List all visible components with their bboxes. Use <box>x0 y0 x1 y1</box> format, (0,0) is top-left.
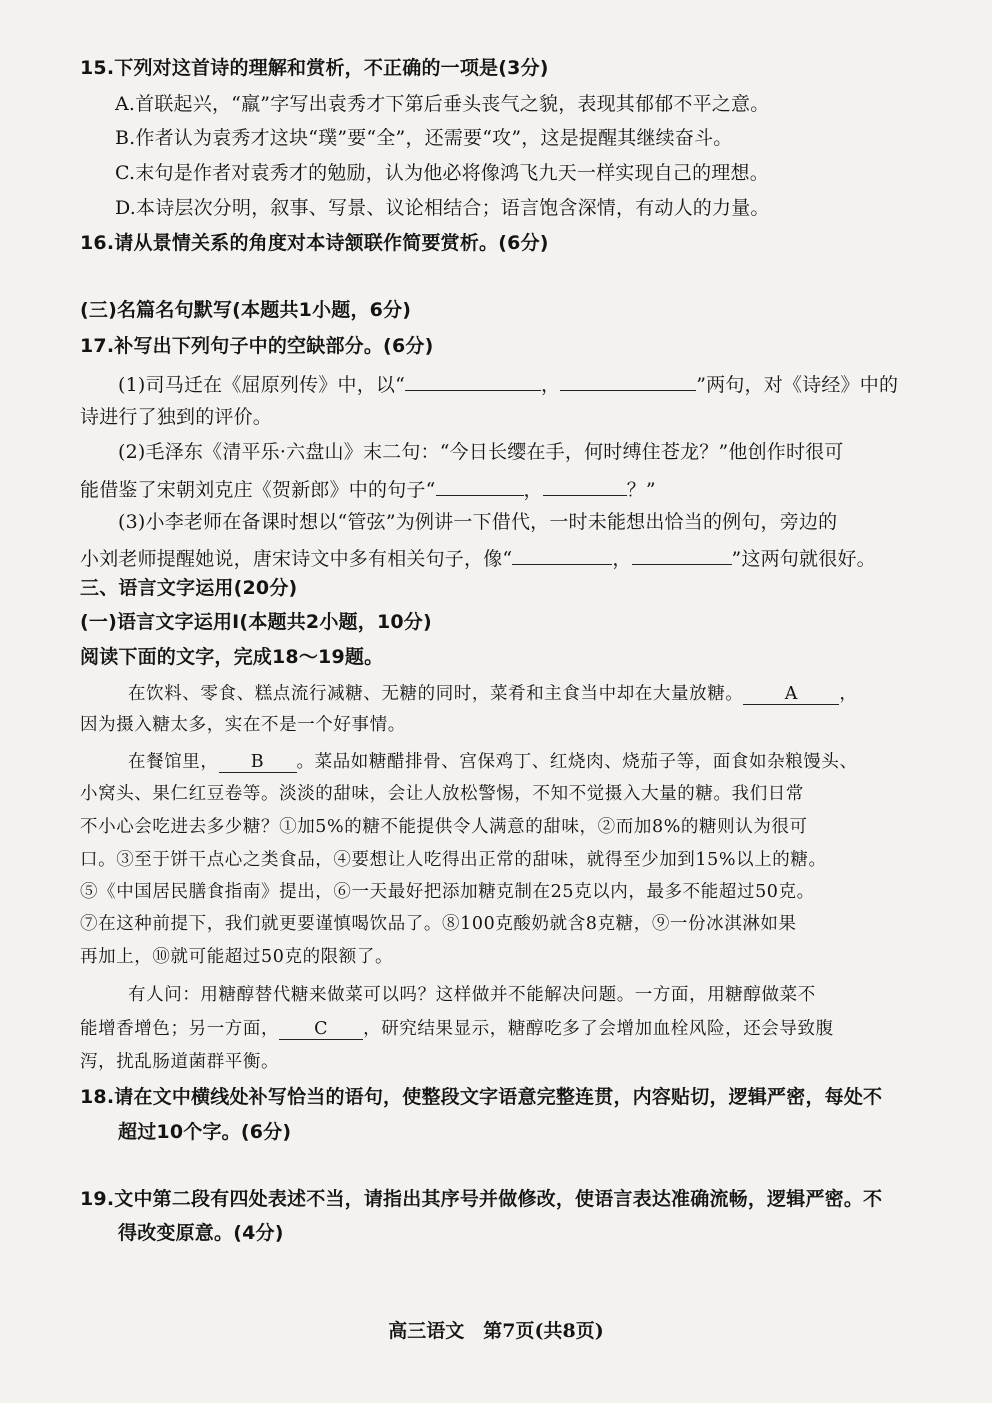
q17-item2-comma: ， <box>523 479 543 501</box>
q17-item-1 <box>118 370 898 397</box>
passage-p1-line1 <box>128 682 858 706</box>
question-17-stem: 17.补写出下列句子中的空缺部分。(6分) <box>80 335 434 357</box>
q15-option-a: A.首联起兴，“羸”字写出袁秀才下第后垂头丧气之貌，表现其郁郁不平之意。 <box>115 93 770 115</box>
section-1-title: (一)语言文字运用Ⅰ(本题共2小题，10分) <box>80 611 432 633</box>
q17-blank-1a[interactable] <box>405 370 541 391</box>
passage-p3-text-b: 能增香增色；另一方面， <box>80 1019 280 1039</box>
q17-item3-comma: ， <box>612 548 632 570</box>
q17-item1-comma: ， <box>541 374 561 396</box>
passage-blank-b-label: B <box>250 752 265 772</box>
section-3-3-title: (三)名篇名句默写(本题共1小题，6分) <box>80 299 412 321</box>
passage-blank-c-label: C <box>314 1019 329 1039</box>
passage-p2-line7: 再加上，⑩就可能超过50克的限额了。 <box>80 947 394 967</box>
q17-blank-3a[interactable] <box>512 544 612 565</box>
q15-option-b: B.作者认为袁秀才这块“璞”要“全”，还需要“攻”，这是提醒其继续奋斗。 <box>115 127 733 149</box>
passage-blank-b[interactable] <box>219 752 297 773</box>
q17-blank-2a[interactable] <box>436 475 524 496</box>
q17-item3-end: ”这两句就很好。 <box>731 548 876 570</box>
passage-blank-a[interactable] <box>743 684 839 705</box>
passage-p2-line1 <box>128 750 858 774</box>
passage-blank-a-label: A <box>784 684 799 704</box>
passage-p1-text-a: 在饮料、零食、糕点流行减糖、无糖的同时，菜肴和主食当中却在大量放糖。 <box>128 684 744 704</box>
passage-p3-line3: 泻，扰乱肠道菌群平衡。 <box>80 1052 280 1072</box>
reading-intro: 阅读下面的文字，完成18～19题。 <box>80 646 384 668</box>
q17-blank-2b[interactable] <box>543 475 627 496</box>
q15-option-d: D.本诗层次分明，叙事、写景、议论相结合；语言饱含深情，有动人的力量。 <box>115 197 770 219</box>
part-3-title: 三、语言文字运用(20分) <box>80 577 298 599</box>
passage-p3-text-b2: ，研究结果显示，糖醇吃多了会增加血栓风险，还会导致腹 <box>363 1019 834 1039</box>
q17-item2-end: ？” <box>626 479 656 501</box>
q17-item-1-cont: 诗进行了独到的评价。 <box>80 406 273 428</box>
q17-item1-text-b: ”两句，对《诗经》中的 <box>696 374 899 396</box>
passage-p2-text-a2: 。菜品如糖醋排骨、宫保鸡丁、红烧肉、烧茄子等，面食如杂粮馒头、 <box>296 752 858 772</box>
q17-item-2-cont <box>80 475 656 502</box>
q17-item-2: (2)毛泽东《清平乐·六盘山》末二句：“今日长缨在手，何时缚住苍龙？”他创作时很可 <box>118 441 844 463</box>
passage-p2-line6: ⑦在这种前提下，我们就更要谨慎喝饮品了。⑧100克酸奶就含8克糖，⑨一份冰淇淋如果 <box>80 914 797 934</box>
passage-p2-text-a: 在餐馆里， <box>128 752 219 772</box>
q17-blank-1b[interactable] <box>560 370 696 391</box>
question-15-stem: 15.下列对这首诗的理解和赏析，不正确的一项是(3分) <box>80 57 549 79</box>
passage-blank-c[interactable] <box>279 1019 363 1040</box>
passage-p1-line2: 因为摄入糖太多，实在不是一个好事情。 <box>80 715 406 735</box>
passage-p2-line4: 口。③至于饼干点心之类食品，④要想让人吃得出正常的甜味，就得至少加到15%以上的糖。 <box>80 850 827 870</box>
question-18-stem-line1: 18.请在文中横线处补写恰当的语句，使整段文字语意完整连贯，内容贴切，逻辑严密，每处不 <box>80 1086 883 1108</box>
q17-item1-text-a: (1)司马迁在《屈原列传》中，以“ <box>118 374 406 396</box>
q17-item3-text-b: 小刘老师提醒她说，唐宋诗文中多有相关句子，像“ <box>80 548 513 570</box>
q15-option-c: C.末句是作者对袁秀才的勉励，认为他必将像鸿飞九天一样实现自己的理想。 <box>115 162 769 184</box>
passage-p1-end: ， <box>839 684 858 704</box>
passage-p2-line3: 不小心会吃进去多少糖？①加5%的糖不能提供令人满意的甜味，②而加8%的糖则认为很可 <box>80 817 808 837</box>
q17-blank-3b[interactable] <box>632 544 732 565</box>
q17-item2-text-b: 能借鉴了宋朝刘克庄《贺新郎》中的句子“ <box>80 479 436 501</box>
page-footer: 高三语文 第7页(共8页) <box>388 1320 604 1342</box>
passage-p3-line2 <box>80 1017 834 1041</box>
passage-p3-line1: 有人问：用糖醇替代糖来做菜可以吗？这样做并不能解决问题。一方面，用糖醇做菜不 <box>128 985 816 1005</box>
question-16-stem: 16.请从景情关系的角度对本诗颔联作简要赏析。(6分) <box>80 232 549 254</box>
passage-p2-line2: 小窝头、果仁红豆卷等。淡淡的甜味，会让人放松警惕，不知不觉摄入大量的糖。我们日常 <box>80 784 804 804</box>
q17-item-3: (3)小李老师在备课时想以“管弦”为例讲一下借代，一时未能想出恰当的例句，旁边的 <box>118 511 838 533</box>
question-19-stem-line2: 得改变原意。(4分) <box>118 1222 284 1244</box>
q17-item-3-cont <box>80 544 876 571</box>
question-19-stem-line1: 19.文中第二段有四处表述不当，请指出其序号并做修改，使语言表达准确流畅，逻辑严密。不 <box>80 1188 883 1210</box>
question-18-stem-line2: 超过10个字。(6分) <box>118 1121 292 1143</box>
passage-p2-line5: ⑤《中国居民膳食指南》提出，⑥一天最好把添加糖克制在25克以内，最多不能超过50克。 <box>80 882 815 902</box>
